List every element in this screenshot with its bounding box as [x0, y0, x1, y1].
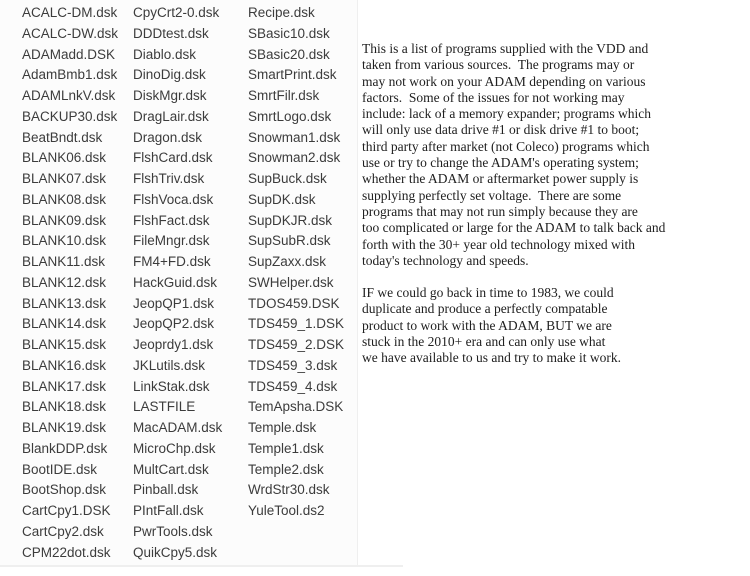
- file-item: BLANK11.dsk: [22, 254, 106, 269]
- file-item: BLANK12.dsk: [22, 274, 107, 290]
- file-item: SmartPrint.dsk: [248, 67, 337, 83]
- file-column-1: [22, 3, 118, 563]
- file-item: CartCpy2.dsk: [22, 523, 104, 539]
- file-item: DragLair.dsk: [133, 108, 209, 124]
- file-item: LASTFILE: [133, 399, 196, 415]
- file-item: MicroChp.dsk: [133, 440, 216, 456]
- file-item: BLANK10.dsk: [22, 233, 107, 249]
- file-item: ADAMadd.DSK: [22, 46, 116, 62]
- text-line: will only use data drive #1 or disk drive #1 to boot;: [362, 122, 640, 138]
- file-item: JKLutils.dsk: [133, 357, 206, 373]
- text-line: third party after market (not Coleco) programs which: [362, 138, 650, 154]
- file-item: FlshCard.dsk: [133, 150, 213, 166]
- file-item: SmrtFilr.dsk: [248, 88, 320, 103]
- file-item: SupSubR.dsk: [248, 233, 331, 249]
- file-item: BLANK19.dsk: [22, 420, 107, 435]
- file-item: Snowman2.dsk: [248, 150, 341, 166]
- file-item: BLANK07.dsk: [22, 171, 107, 186]
- text-line: today's technology and speeds.: [362, 252, 529, 268]
- file-item: TDS459_1.DSK: [248, 316, 345, 332]
- file-item: TemApsha.DSK: [248, 399, 344, 415]
- text-line: include: lack of a memory expander; programs which: [362, 106, 652, 122]
- file-item: CPM22dot.dsk: [22, 544, 111, 560]
- file-item: CpyCrt2-0.dsk: [133, 5, 220, 20]
- file-item: HackGuid.dsk: [133, 274, 218, 290]
- file-item: TDS459_3.dsk: [248, 357, 338, 373]
- paragraph: [362, 285, 742, 366]
- file-item: YuleTool.ds2: [248, 503, 325, 518]
- file-item: Temple2.dsk: [248, 461, 324, 477]
- file-item: SBasic20.dsk: [248, 46, 330, 62]
- file-item: BACKUP30.dsk: [22, 108, 118, 124]
- file-item: WrdStr30.dsk: [248, 482, 330, 498]
- file-item: Recipe.dsk: [248, 5, 315, 20]
- text-line: too complicated or large for the ADAM to talk back and: [362, 220, 666, 236]
- file-item: LinkStak.dsk: [133, 378, 210, 394]
- text-line: supplying perfectly set voltage. There are some: [362, 187, 622, 203]
- file-item: BLANK06.dsk: [22, 150, 107, 166]
- file-item: BLANK08.dsk: [22, 191, 107, 207]
- file-item: DiskMgr.dsk: [133, 88, 207, 103]
- file-item: SupDKJR.dsk: [248, 212, 333, 228]
- text-line: forth with the 30+ year old technology mixed with: [362, 236, 636, 252]
- text-line: taken from various sources. The programs may or: [362, 57, 635, 73]
- file-column-3: [248, 3, 344, 522]
- file-item: Jeoprdy1.dsk: [133, 337, 214, 352]
- file-item: SupDK.dsk: [248, 191, 316, 207]
- text-line: may not work on your ADAM depending on various: [362, 73, 646, 89]
- text-line: product to work with the ADAM, BUT we are: [362, 317, 612, 333]
- file-column-2: [133, 3, 222, 563]
- file-item: BootShop.dsk: [22, 482, 107, 498]
- file-item: ACALC-DW.dsk: [22, 25, 119, 41]
- file-item: TDS459_4.dsk: [248, 378, 338, 394]
- file-item: MultCart.dsk: [133, 461, 209, 477]
- file-item: CartCpy1.DSK: [22, 503, 111, 518]
- text-line: programs that may not run simply because they are: [362, 203, 638, 219]
- file-item: BLANK16.dsk: [22, 357, 107, 373]
- file-item: AdamBmb1.dsk: [22, 67, 118, 83]
- description-text: [362, 41, 742, 383]
- text-line: factors. Some of the issues for not working may: [362, 89, 625, 105]
- file-item: FlshVoca.dsk: [133, 191, 214, 207]
- file-item: Temple.dsk: [248, 420, 317, 435]
- file-item: Snowman1.dsk: [248, 129, 341, 145]
- file-item: ACALC-DM.dsk: [22, 5, 118, 20]
- text-line: duplicate and produce a perfectly compatable: [362, 301, 608, 317]
- file-item: MacADAM.dsk: [133, 420, 223, 435]
- file-item: TDS459_2.DSK: [248, 337, 345, 352]
- file-item: JeopQP1.dsk: [133, 295, 215, 311]
- file-item: QuikCpy5.dsk: [133, 544, 218, 560]
- file-item: Dragon.dsk: [133, 129, 203, 145]
- file-item: BLANK17.dsk: [22, 378, 107, 394]
- file-item: DDDtest.dsk: [133, 25, 209, 41]
- file-item: SmrtLogo.dsk: [248, 108, 332, 124]
- bottom-divider: [0, 565, 403, 567]
- file-item: PwrTools.dsk: [133, 523, 213, 539]
- file-item: FlshTriv.dsk: [133, 171, 205, 186]
- text-line: whether the ADAM or aftermarket power supply is: [362, 171, 639, 187]
- text-line: use or try to change the ADAM's operating system;: [362, 155, 639, 171]
- text-line: This is a list of programs supplied with the VDD and: [362, 41, 649, 56]
- file-item: Pinball.dsk: [133, 482, 199, 498]
- file-item: BeatBndt.dsk: [22, 129, 103, 145]
- paragraph: [362, 41, 742, 269]
- file-item: DinoDig.dsk: [133, 67, 206, 83]
- file-item: BootIDE.dsk: [22, 461, 98, 477]
- text-line: IF we could go back in time to 1983, we could: [362, 285, 614, 301]
- file-item: BlankDDP.dsk: [22, 440, 108, 456]
- file-item: ADAMLnkV.dsk: [22, 88, 116, 103]
- file-item: PIntFall.dsk: [133, 503, 204, 518]
- file-item: BLANK18.dsk: [22, 399, 107, 415]
- file-item: FileMngr.dsk: [133, 233, 210, 249]
- file-item: FlshFact.dsk: [133, 212, 210, 228]
- file-item: SBasic10.dsk: [248, 25, 330, 41]
- file-item: SupZaxx.dsk: [248, 254, 327, 269]
- file-item: JeopQP2.dsk: [133, 316, 215, 332]
- file-item: TDOS459.DSK: [248, 295, 340, 311]
- file-item: BLANK15.dsk: [22, 337, 107, 352]
- text-line: we have available to us and try to make it work.: [362, 350, 622, 366]
- file-item: SupBuck.dsk: [248, 171, 327, 186]
- file-item: FM4+FD.dsk: [133, 254, 211, 269]
- file-list-panel: [0, 0, 358, 565]
- file-item: Diablo.dsk: [133, 46, 197, 62]
- file-item: BLANK13.dsk: [22, 295, 107, 311]
- file-item: SWHelper.dsk: [248, 274, 334, 290]
- file-item: BLANK09.dsk: [22, 212, 107, 228]
- text-line: stuck in the 2010+ era and can only use what: [362, 334, 606, 350]
- file-item: BLANK14.dsk: [22, 316, 107, 332]
- file-item: Temple1.dsk: [248, 440, 324, 456]
